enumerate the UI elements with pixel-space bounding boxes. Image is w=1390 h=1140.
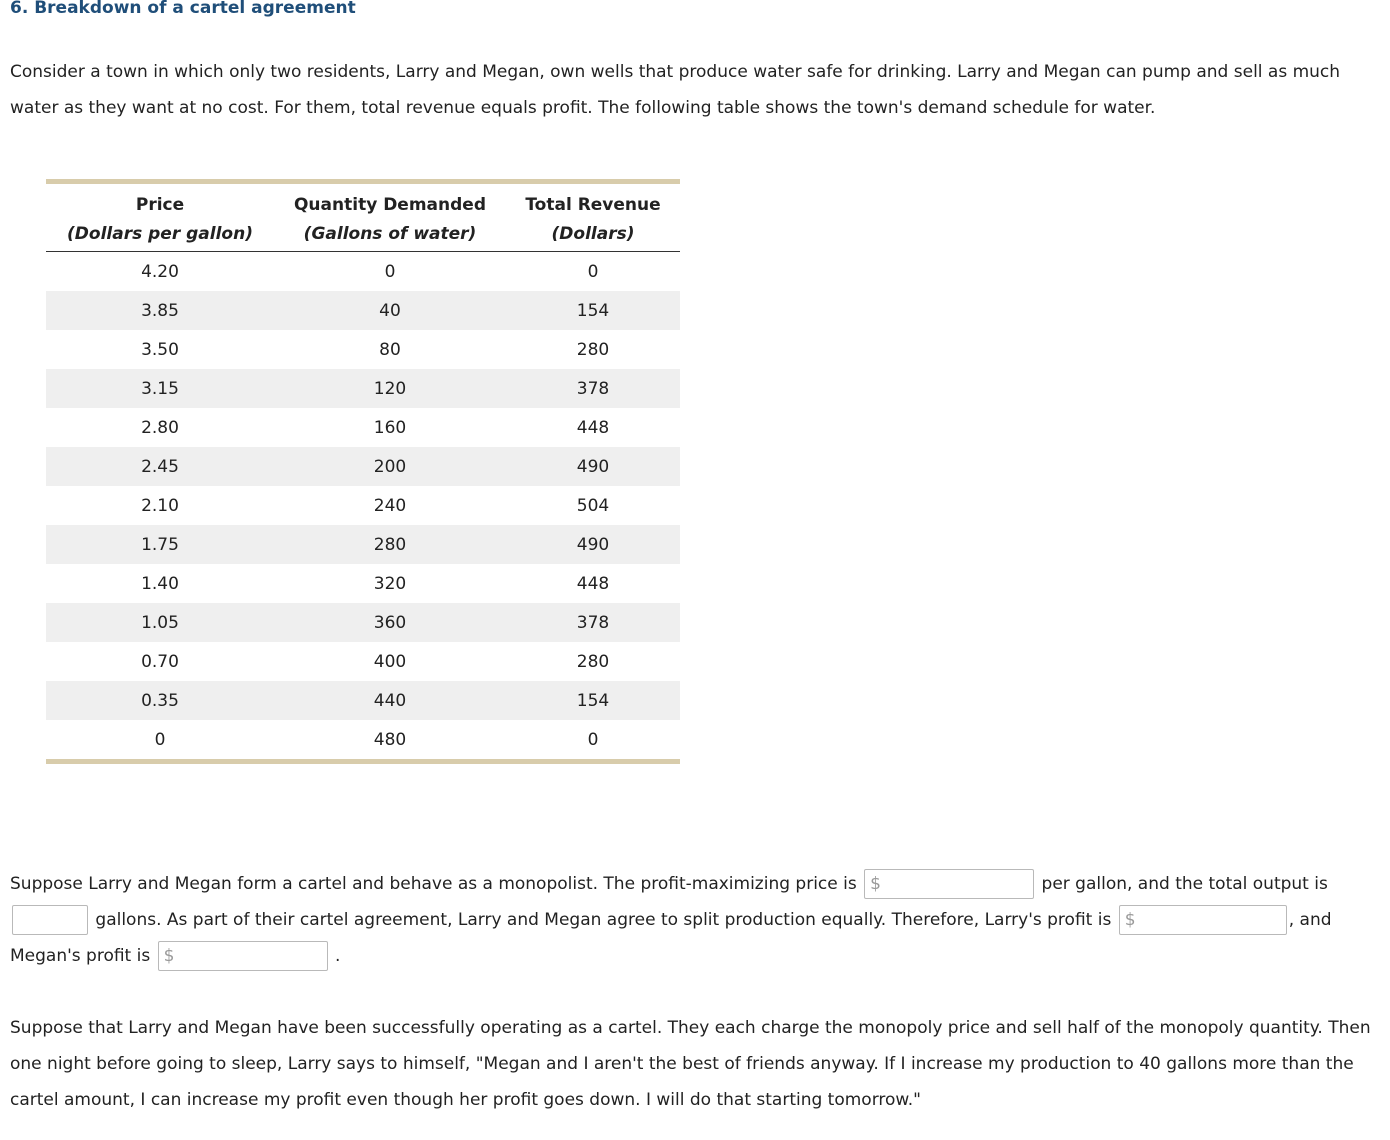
revenue-cell: 154	[506, 681, 680, 720]
quantity-cell: 240	[373, 495, 407, 516]
revenue-cell: 154	[506, 291, 680, 330]
dollar-sign: $	[163, 946, 175, 966]
larry-profit-answer-field[interactable]	[1119, 905, 1287, 935]
price-cell: 0.35	[46, 681, 274, 720]
price-cell: 1.05	[46, 603, 274, 642]
larry-profit-answer-input[interactable]	[1120, 910, 1286, 938]
quantity-cell: 400	[373, 651, 407, 672]
price-answer-input[interactable]	[865, 874, 1033, 902]
intro-paragraph: Consider a town in which only two residents, Larry and Megan, own wells that produce water safe for drinking. Larry and Megan can pump and sell as much water as they want at no cost. For them, total revenue equals profit. The following table shows the town's demand schedule for water.	[10, 62, 1341, 118]
unit-price: (Dollars per gallon)	[46, 217, 274, 252]
table-row	[46, 525, 680, 564]
table-row	[46, 408, 680, 447]
table-row	[46, 291, 680, 330]
price-cell: 2.10	[141, 495, 179, 516]
price-cell: 1.40	[141, 573, 179, 594]
output-answer-input[interactable]	[13, 910, 87, 938]
header-quantity: Quantity Demanded	[293, 194, 486, 215]
table-row	[46, 564, 680, 603]
unit-quantity: (Gallons of water)	[274, 217, 506, 252]
revenue-cell: 504	[576, 495, 610, 516]
quantity-cell: 120	[274, 369, 506, 408]
dollar-sign: $	[870, 874, 881, 894]
question-text-4: , and Megan's profit is	[10, 910, 1332, 966]
unit-total-revenue: (Dollars)	[506, 217, 680, 252]
price-cell: 1.75	[46, 525, 274, 564]
quantity-cell: 480	[373, 729, 407, 750]
question-text-3: gallons. As part of their cartel agreement, Larry and Megan agree to split production equally. Therefore, Larry's profit is	[95, 910, 1112, 930]
price-cell: 3.50	[141, 339, 179, 360]
quantity-cell: 440	[274, 681, 506, 720]
revenue-cell: 280	[576, 339, 610, 360]
deviation-paragraph: Suppose that Larry and Megan have been successfully operating as a cartel. They each charge the monopoly price and sell half of the monopoly quantity. Then one night before going to sleep, Larry says to himself, "Megan and I aren't the best of friends anyway. If I increase my production to 40 gallons more than the cartel amount, I can increase my profit even though her profit goes down. I will do that starting tomorrow."	[10, 1018, 1371, 1110]
table-row	[46, 603, 680, 642]
header-total-revenue: Total Revenue	[525, 194, 661, 215]
revenue-cell: 490	[506, 447, 680, 486]
revenue-cell: 448	[576, 573, 610, 594]
quantity-cell: 0	[384, 261, 396, 282]
revenue-cell: 378	[506, 603, 680, 642]
table-row	[46, 369, 680, 408]
question-text-2: per gallon, and the total output is	[1041, 874, 1328, 894]
quantity-cell: 320	[373, 573, 407, 594]
quantity-cell: 80	[379, 339, 401, 360]
revenue-cell: 0	[587, 261, 599, 282]
price-cell: 3.15	[46, 369, 274, 408]
question-text-5: .	[335, 946, 341, 966]
table-row	[46, 681, 680, 720]
table-unit-row	[46, 217, 680, 252]
header-price: Price	[135, 194, 185, 215]
revenue-cell: 378	[506, 369, 680, 408]
quantity-cell: 40	[274, 291, 506, 330]
dollar-sign: $	[1124, 910, 1136, 930]
price-cell: 2.45	[46, 447, 274, 486]
question-text-1: Suppose Larry and Megan form a cartel and behave as a monopolist. The profit-maximizing price is	[10, 874, 857, 894]
revenue-cell: 280	[576, 651, 610, 672]
revenue-cell: 448	[576, 417, 610, 438]
quantity-cell: 360	[274, 603, 506, 642]
table-row	[46, 642, 680, 681]
table-row	[46, 720, 680, 762]
quantity-cell: 160	[373, 417, 407, 438]
table-row	[46, 252, 680, 292]
revenue-cell: 490	[506, 525, 680, 564]
price-cell: 0	[154, 729, 166, 750]
megan-profit-answer-field[interactable]	[158, 941, 328, 971]
price-cell: 3.85	[46, 291, 274, 330]
page-title: 6. Breakdown of a cartel agreement	[10, 0, 356, 18]
price-answer-field[interactable]	[864, 869, 1034, 899]
table-row	[46, 330, 680, 369]
quantity-cell: 200	[274, 447, 506, 486]
price-cell: 4.20	[141, 261, 179, 282]
output-answer-field[interactable]	[12, 905, 88, 935]
cartel-question	[10, 866, 1385, 974]
quantity-cell: 280	[274, 525, 506, 564]
table-row	[46, 447, 680, 486]
price-cell: 0.70	[141, 651, 179, 672]
table-row	[46, 486, 680, 525]
demand-schedule-table	[46, 179, 680, 764]
megan-profit-answer-input[interactable]	[159, 946, 327, 974]
price-cell: 2.80	[141, 417, 179, 438]
revenue-cell: 0	[587, 729, 599, 750]
table-header-row	[46, 182, 680, 218]
